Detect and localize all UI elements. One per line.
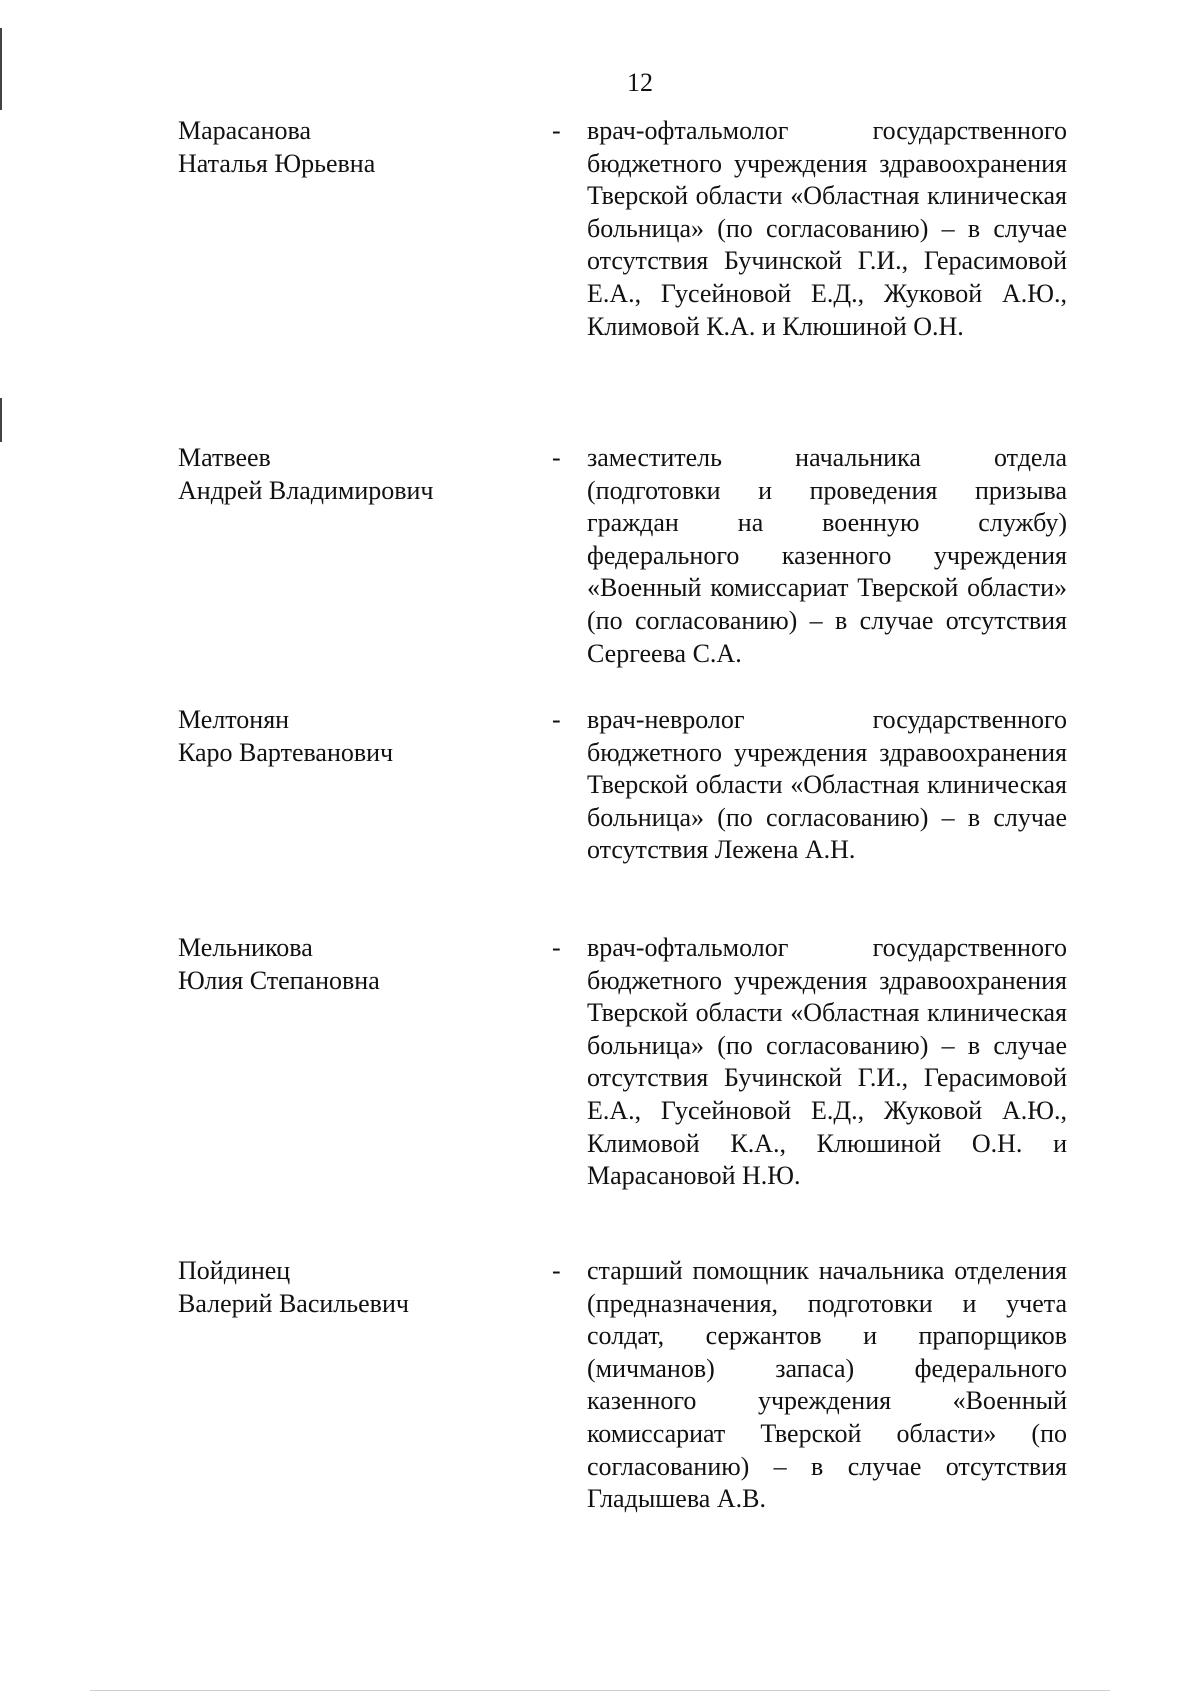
person-name — [178, 1255, 508, 1320]
dash-separator: - — [552, 443, 561, 472]
position-description: врач-офтальмолог государственного бюджетного учреждения здравоохранения Тверской области «Областная клиническая больница» (по согласованию) – в случае отсутствия Бучинской Г.И., Герасимовой Е.А., Гусейновой Е.Д., Жуковой А.Ю., Климовой К.А. и Клюшиной О.Н. — [587, 116, 1067, 341]
dash-separator: - — [552, 1256, 561, 1285]
surname: Пойдинец — [178, 1256, 291, 1285]
given-names: Каро Вартеванович — [178, 737, 394, 767]
person-name — [178, 442, 508, 507]
scan-artifact-line — [90, 1690, 1110, 1691]
person-name — [178, 115, 508, 180]
given-names: Юлия Степановна — [178, 965, 380, 995]
given-names: Наталья Юрьевна — [178, 148, 376, 178]
dash-separator: - — [552, 705, 561, 734]
surname: Марасанова — [178, 116, 311, 145]
person-name — [178, 704, 508, 769]
position-description: врач-офтальмолог государственного бюджетного учреждения здравоохранения Тверской области «Областная клиническая больница» (по согласованию) – в случае отсутствия Бучинской Г.И., Герасимовой Е.А., Гусейновой Е.Д., Жуковой А.Ю., Климовой К.А., Клюшиной О.Н. и Марасановой Н.Ю. — [587, 933, 1067, 1191]
person-name — [178, 932, 508, 997]
scan-edge-mark — [0, 398, 2, 442]
position-description: старший помощник начальника отделения (предназначения, подготовки и учета солдат, сержантов и прапорщиков (мичманов) запаса) федерального казенного учреждения «Военный комиссариат Тверской области» (по согласованию) – в случае отсутствия Гладышева А.В. — [587, 1256, 1067, 1514]
surname: Матвеев — [178, 443, 271, 472]
surname: Мелтонян — [178, 705, 290, 734]
surname: Мельникова — [178, 933, 313, 962]
position-description: врач-невролог государственного бюджетного учреждения здравоохранения Тверской области «Областная клиническая больница» (по согласованию) – в случае отсутствия Лежена А.Н. — [587, 705, 1067, 865]
given-names: Андрей Владимирович — [178, 475, 434, 505]
position-description: заместитель начальника отдела (подготовки и проведения призыва граждан на военную службу) федерального казенного учреждения «Военный комиссариат Тверской области» (по согласованию) – в случае отсутствия Сергеева С.А. — [587, 443, 1067, 668]
dash-separator: - — [552, 933, 561, 962]
page-number: 12 — [627, 68, 653, 97]
dash-separator: - — [552, 116, 561, 145]
given-names: Валерий Васильевич — [178, 1288, 409, 1318]
